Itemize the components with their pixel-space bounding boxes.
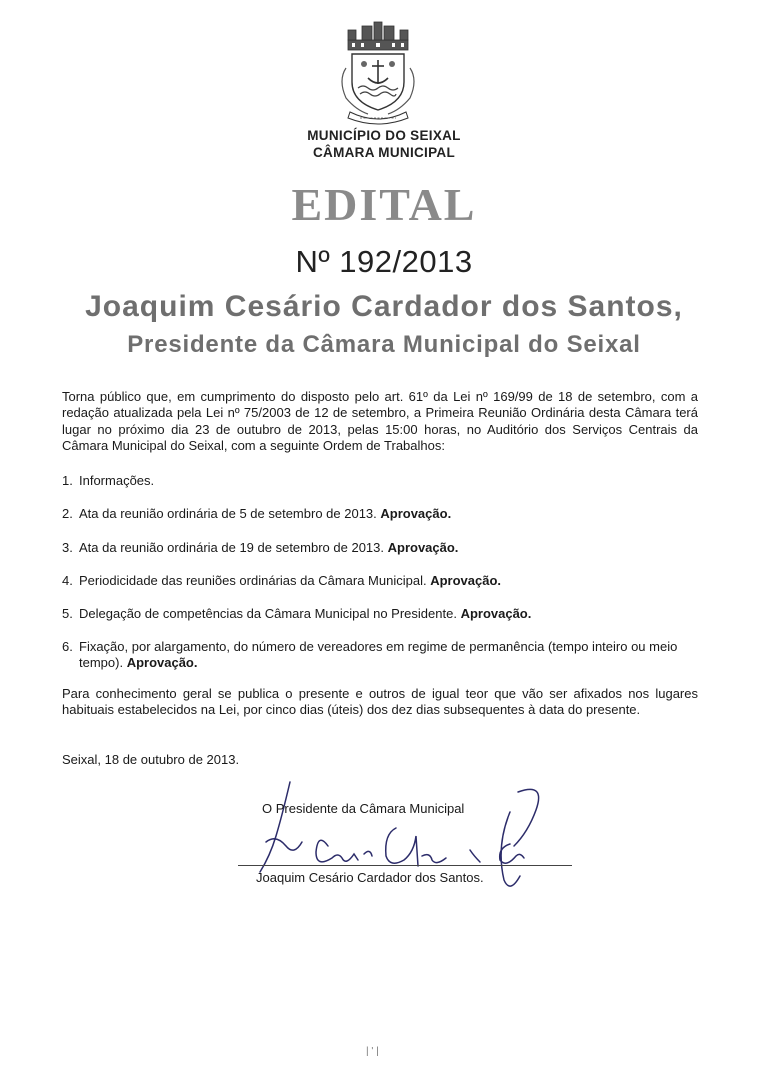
agenda-item-approval: Aprovação.: [430, 573, 502, 588]
council-name: CÂMARA MUNICIPAL: [312, 145, 456, 160]
agenda-item-number: 4.: [62, 573, 73, 588]
agenda-item-text: Periodicidade das reuniões ordinárias da Câmara Municipal.: [79, 573, 431, 588]
agenda-item-text: Ata da reunião ordinária de 5 de setembro de 2013.: [79, 506, 381, 521]
agenda-item-text: Ata da reunião ordinária de 19 de setembro de 2013.: [79, 540, 388, 555]
agenda-item-number: 2.: [62, 506, 73, 521]
place-and-date: Seixal, 18 de outubro de 2013.: [62, 752, 240, 767]
closing-paragraph: Para conhecimento geral se publica o presente e outros de igual teor que vão ser afixados nos lugares habituais estabelecidos na Lei, por cinco dias (úteis) dos dez dias subsequentes à data do presente.: [62, 686, 698, 718]
municipality-name: MUNICÍPIO DO SEIXAL: [307, 128, 461, 143]
intro-paragraph: Torna público que, em cumprimento do disposto pelo art. 61º da Lei nº 169/99 de 18 de setembro, com a redação atualizada pela Lei nº 75/2003 de 12 de setembro, a Primeira Reunião Ordinária desta Câmara terá lugar no próximo dia 23 de outubro de 2013, pelas 15:00 horas, no Auditório dos Serviços Centrais da Câmara Municipal do Seixal, com a seguinte Ordem de Trabalhos:: [62, 389, 698, 454]
agenda-item-number: 1.: [62, 473, 73, 488]
agenda-item: [62, 540, 698, 556]
edital-number: Nº 192/2013: [295, 244, 473, 279]
municipal-coat-of-arms-icon: [328, 18, 428, 126]
president-name: Joaquim Cesário Cardador dos Santos,: [85, 290, 683, 323]
agenda-item-number: 6.: [62, 639, 73, 654]
agenda-item-approval: Aprovação.: [380, 506, 452, 521]
agenda-item-number: 5.: [62, 606, 73, 621]
page-mark: | ' |: [366, 1046, 379, 1057]
document-title: EDITAL: [291, 179, 477, 230]
agenda-item: [62, 639, 698, 672]
agenda-item: [62, 506, 698, 522]
president-title: Presidente da Câmara Municipal do Seixal: [127, 331, 641, 358]
agenda-item: [62, 473, 698, 489]
agenda-item-approval: Aprovação.: [460, 606, 532, 621]
agenda-item-text: Fixação, por alargamento, do número de vereadores em regime de permanência (tempo inteiro ou meio tempo).: [79, 639, 678, 671]
agenda-item-number: 3.: [62, 540, 73, 555]
agenda-item-approval: Aprovação.: [126, 655, 198, 671]
agenda-item-approval: Aprovação.: [387, 540, 459, 555]
signer-role: O Presidente da Câmara Municipal: [262, 801, 465, 816]
signer-name: Joaquim Cesário Cardador dos Santos.: [256, 870, 484, 885]
agenda-item-text: Informações.: [79, 473, 155, 488]
signature-line: [238, 865, 572, 866]
agenda-item-text: Delegação de competências da Câmara Municipal no Presidente.: [79, 606, 461, 621]
agenda-item: [62, 606, 698, 622]
agenda-item: [62, 573, 698, 589]
